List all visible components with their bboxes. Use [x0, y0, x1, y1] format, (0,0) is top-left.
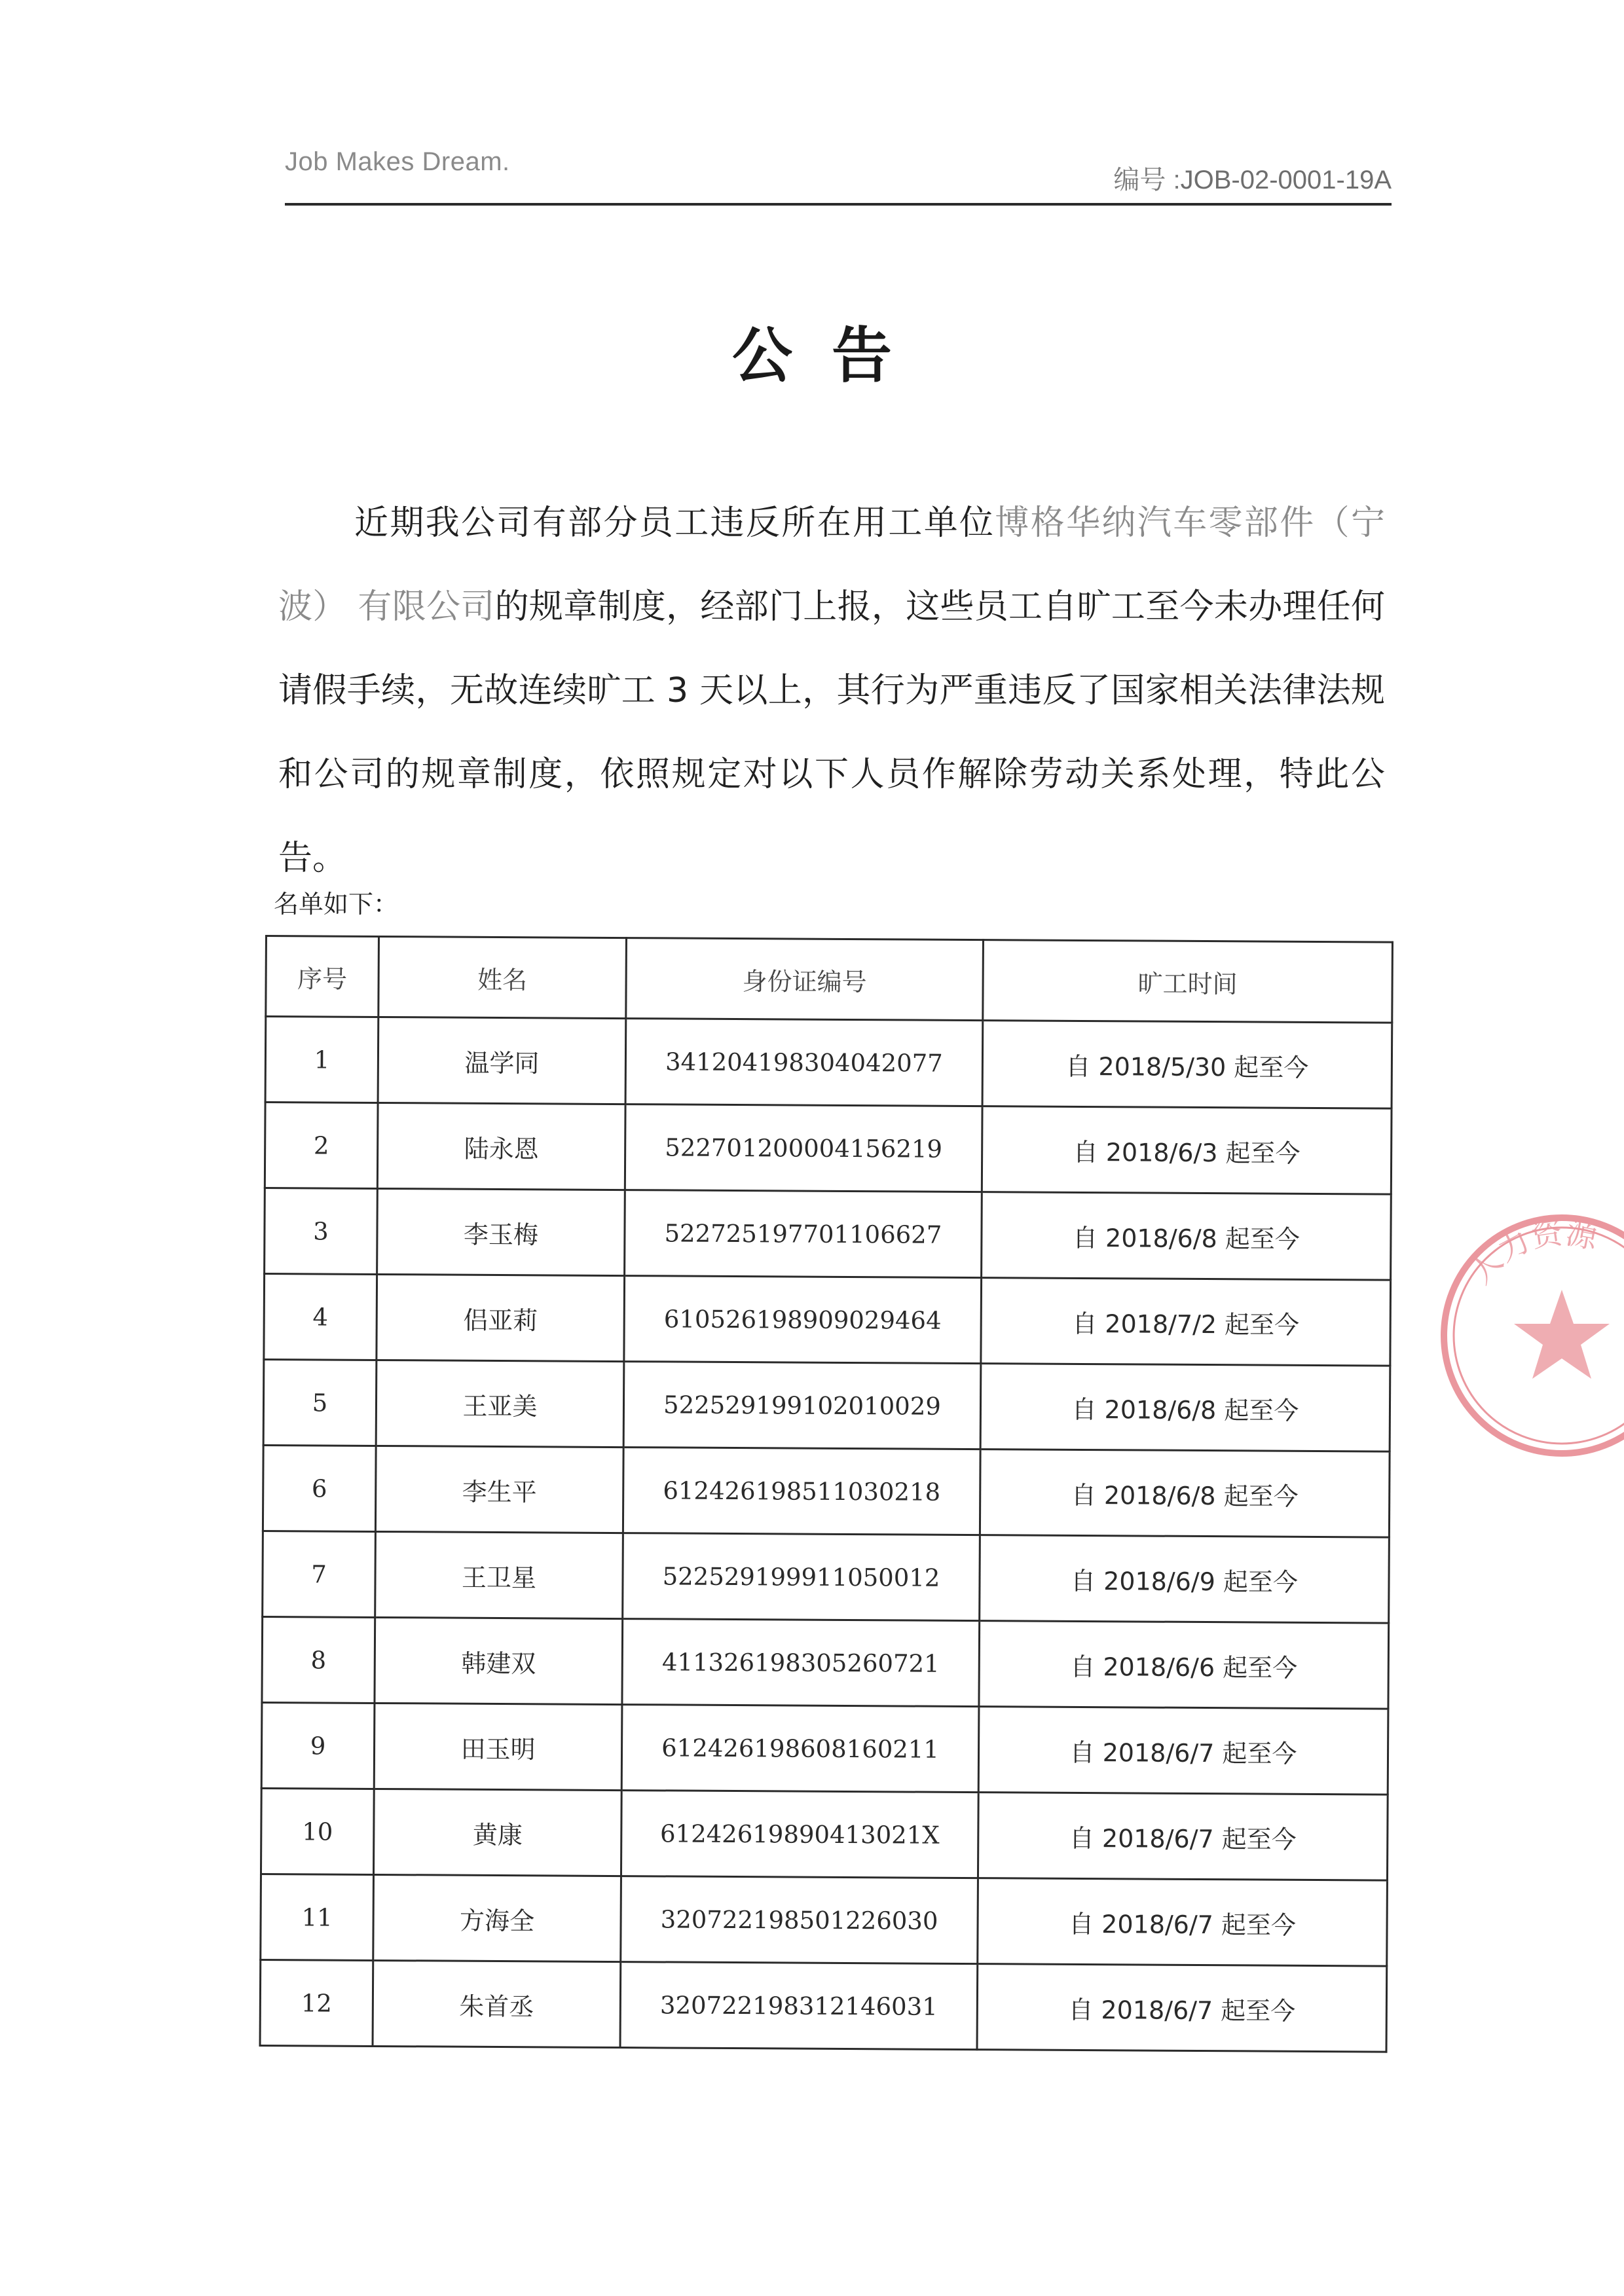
table-header-row [266, 936, 1393, 1023]
row-id-number: 320722198501226030 [621, 1876, 978, 1964]
page-header [285, 141, 1392, 206]
row-id-number: 320722198312146031 [620, 1962, 978, 2050]
row-absence-time: 自 2018/6/9 起至今 [980, 1535, 1390, 1623]
row-id-number: 411326198305260721 [622, 1619, 980, 1707]
table-row [264, 1274, 1391, 1366]
row-absence-time: 自 2018/6/8 起至今 [982, 1192, 1392, 1280]
table-row [260, 1959, 1387, 2052]
row-absence-time: 自 2018/6/3 起至今 [982, 1106, 1392, 1194]
table-row [261, 1702, 1388, 1795]
row-name: 朱首丞 [373, 1960, 621, 2047]
table-row [262, 1616, 1389, 1709]
table-row [263, 1531, 1390, 1623]
row-id-number: 341204198304042077 [625, 1019, 983, 1106]
document-number-label: 编号 : [1113, 166, 1181, 194]
row-name: 李玉梅 [377, 1188, 625, 1275]
row-serial: 3 [265, 1188, 378, 1275]
body-part-2: 的规章制度，经部门上报，这些员工自旷工至今未办理任何请假手续，无故连续旷工 3 天以上，其行为严重违反了国家相关法律法规和公司的规章制度，依照规定对以下人员作解除劳动关系处理，特此公告。 [278, 587, 1385, 878]
row-serial: 1 [265, 1017, 378, 1103]
table-row [261, 1874, 1388, 1966]
header-id-number: 身份证编号 [626, 938, 984, 1021]
table-row [263, 1445, 1390, 1537]
row-name: 王卫星 [375, 1531, 623, 1618]
row-name: 黄康 [373, 1789, 621, 1876]
row-id-number: 610526198909029464 [624, 1276, 982, 1364]
row-name: 田玉明 [374, 1703, 622, 1790]
table-row [263, 1359, 1390, 1451]
header-slogan: Job Makes Dream. [285, 147, 510, 176]
employee-table-wrapper [259, 935, 1392, 2053]
row-serial: 7 [263, 1531, 376, 1617]
table-row [261, 1788, 1388, 1880]
row-absence-time: 自 2018/6/8 起至今 [980, 1449, 1390, 1537]
row-name: 温学同 [378, 1017, 626, 1104]
row-serial: 4 [264, 1274, 377, 1360]
row-absence-time: 自 2018/6/7 起至今 [978, 1878, 1388, 1966]
document-number-value: JOB-02-0001-19A [1180, 166, 1392, 194]
document-title: 公告 [731, 321, 931, 391]
row-absence-time: 自 2018/7/2 起至今 [981, 1278, 1391, 1366]
row-absence-time: 自 2018/6/6 起至今 [979, 1621, 1389, 1709]
table-row [265, 1017, 1392, 1109]
row-name: 王亚美 [376, 1360, 624, 1447]
table-body [260, 1017, 1392, 2052]
employee-table [259, 935, 1393, 2053]
row-absence-time: 自 2018/5/30 起至今 [982, 1021, 1392, 1108]
row-name: 李生平 [375, 1446, 623, 1533]
row-absence-time: 自 2018/6/7 起至今 [978, 1707, 1388, 1795]
row-id-number: 522529199911050012 [623, 1533, 980, 1621]
row-serial: 12 [260, 1959, 373, 2046]
row-name: 方海全 [373, 1874, 621, 1961]
row-serial: 6 [263, 1445, 376, 1531]
header-absence-time: 旷工时间 [983, 940, 1393, 1023]
company-seal-icon [1424, 1198, 1624, 1473]
row-name: 韩建双 [375, 1617, 623, 1704]
row-absence-time: 自 2018/6/7 起至今 [977, 1964, 1387, 2052]
row-id-number: 522529199102010029 [623, 1362, 981, 1449]
announcement-body [278, 481, 1385, 900]
list-intro: 名单如下： [274, 890, 399, 919]
body-part-1: 近期我公司有部分员工违反所在用工单位 [354, 503, 995, 543]
row-serial: 8 [262, 1616, 375, 1703]
row-serial: 5 [263, 1359, 377, 1446]
row-id-number: 522701200004156219 [625, 1104, 982, 1192]
row-absence-time: 自 2018/6/8 起至今 [980, 1364, 1390, 1451]
svg-text:人力资源 [1462, 1214, 1602, 1290]
row-name: 侣亚莉 [377, 1274, 625, 1361]
header-serial: 序号 [266, 936, 379, 1017]
row-serial: 2 [265, 1102, 378, 1189]
row-serial: 10 [261, 1788, 374, 1874]
row-id-number: 61242619890413021X [621, 1791, 978, 1878]
table-row [265, 1188, 1392, 1281]
row-id-number: 612426198608160211 [621, 1705, 979, 1793]
row-serial: 11 [261, 1874, 374, 1960]
row-id-number: 522725197701106627 [625, 1190, 982, 1278]
document-number [1113, 159, 1392, 196]
company-name: 博格华纳汽车零部件（宁波） 有限公司 [278, 503, 1385, 627]
row-name: 陆永恩 [377, 1102, 625, 1190]
row-id-number: 612426198511030218 [623, 1448, 980, 1535]
table-row [265, 1102, 1392, 1195]
row-absence-time: 自 2018/6/7 起至今 [978, 1793, 1388, 1880]
row-serial: 9 [261, 1702, 375, 1789]
seal-text: 人力资源 [1462, 1214, 1601, 1291]
header-name: 姓名 [378, 936, 627, 1018]
